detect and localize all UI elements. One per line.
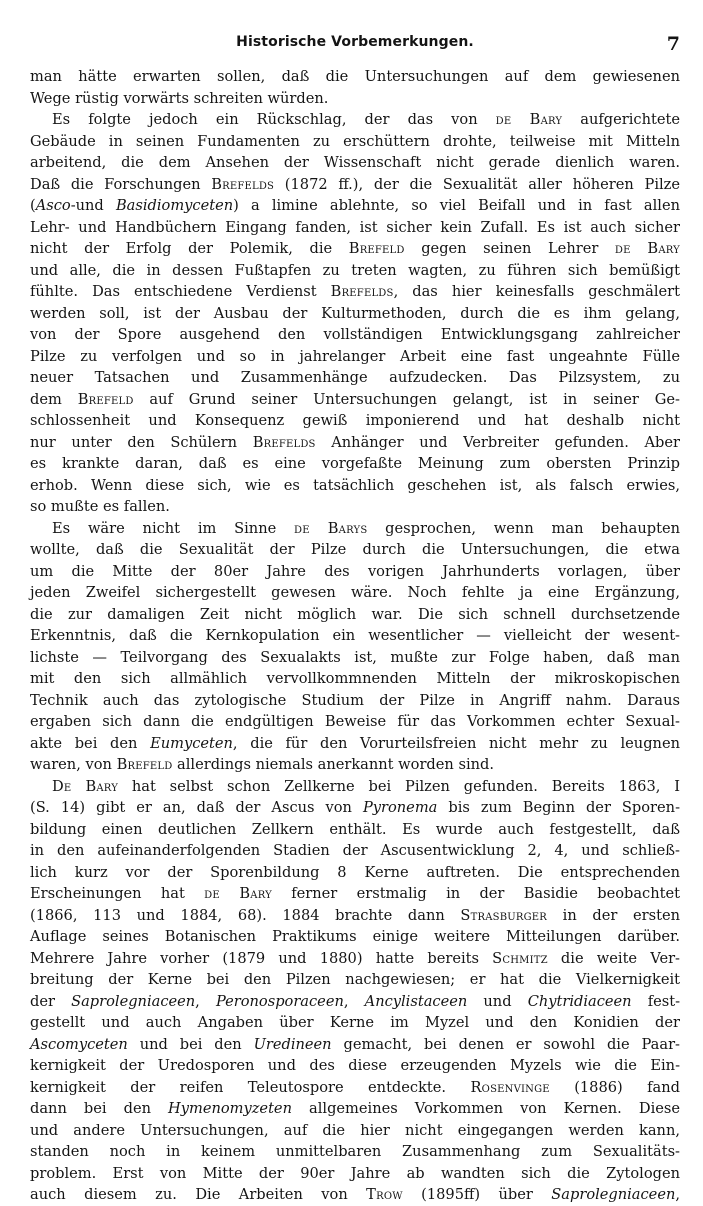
text-line [30,367,680,389]
text-run: der [30,992,72,1010]
author-name: Strasburger [460,906,548,924]
text-run: ) a limine ablehnte, so viel Beifall und in fast allen [233,197,680,214]
text-line [30,797,680,819]
author-name: de Bary [204,885,272,902]
text-run: hat selbst schon Zellkerne bei Pilzen gefunden. Bereits 1863, I [118,777,680,795]
text-run: dann bei den [30,1100,169,1117]
text-run: wollte, daß die Sexualität der Pilze durch die Untersuchungen, die etwa [30,541,680,558]
text-run: es krankte daran, daß es eine vorgefaßte Meinung zum obersten Prinzip [30,455,680,472]
text-line [30,1120,680,1142]
text-run: bis zum Beginn der Sporen- [437,799,680,816]
text-run: fest- [631,992,681,1010]
text-line [30,1077,680,1099]
text-run: Erscheinungen hat [30,885,205,902]
text-line [30,238,680,260]
author-name: Brefelds [211,175,275,193]
author-name: Brefeld [116,756,173,773]
text-run: fühlte. Das entschiedene Verdienst [30,283,331,300]
text-line [30,1055,680,1077]
text-run: ergaben sich dann die endgültigen Beweise für das Vorkommen echter Sexual- [30,713,680,730]
text-run: schlossenheit und Konsequenz gewiß imponierend und hat deshalb nicht [30,412,680,429]
italic-term: Asco [35,197,71,214]
author-name: De Bary [52,777,119,795]
italic-term: Chytridiaceen [527,992,632,1010]
text-line [30,217,680,239]
text-run: erhob. Wenn diese sich, wie es tatsächlich geschehen ist, als falsch erwies, [30,476,680,494]
text-line [30,432,680,454]
italic-term: Pyronema [362,799,438,816]
text-run: Erkenntnis, daß die Kernkopulation ein wesentlicher — vielleicht der wesent- [30,627,680,644]
text-run: die weite Ver- [547,949,680,967]
text-line [30,733,680,755]
text-line [30,991,680,1013]
text-line [30,1184,680,1206]
text-line [30,883,680,905]
text-line [30,453,680,475]
text-run: aufgerichtete [562,111,680,128]
text-line [30,174,680,196]
text-run: bildung einen deutlichen Zellkern enthält. Es wurde auch festgestellt, daß [30,820,680,838]
text-run: Daß die Forschungen [30,175,212,193]
italic-term: Hymenomyzeten [168,1100,292,1117]
text-run: Es folgte jedoch ein Rückschlag, der das von [52,111,496,128]
text-line [30,281,680,303]
text-run: um die Mitte der 80er Jahre des vorigen Jahrhunderts vorlagen, über [30,562,680,580]
text-line [30,475,680,497]
paragraph [30,776,680,1206]
text-line [30,840,680,862]
text-run: Technik auch das zytologische Studium der Pilze in Angriff nahm. Daraus [30,691,680,709]
author-name: Brefelds [330,283,394,300]
text-run: Anhänger und Verbreiter gefunden. Aber [315,433,680,451]
text-run: nur unter den Schülern [30,433,253,451]
text-run: , [343,992,365,1010]
author-name: Schmitz [492,949,548,967]
author-name: de Barys [294,519,368,537]
text-run: standen noch in keinem unmittelbaren Zusammenhang zum Sexualitäts- [30,1143,680,1160]
text-run: gestellt und auch Angaben über Kerne im Myzel und den Konidien der [30,1014,680,1031]
text-run: waren, von [30,756,117,773]
text-line [30,926,680,948]
text-line [30,66,680,88]
page-number: 7 [666,33,680,55]
text-run: und alle, die in dessen Fußtapfen zu treten wagten, zu führen sich bemüßigt [30,261,680,279]
text-run: , die für den Vorurteilsfreien nicht mehr zu leugnen [232,734,680,752]
text-run: kernigkeit der Uredosporen und des diese erzeugenden Myzels wie die Ein- [30,1057,680,1074]
text-run: (1886) fand [549,1078,680,1096]
text-run: (1895ff) über [402,1186,552,1203]
text-line [30,518,680,540]
text-line [30,152,680,174]
text-run: gegen seinen Lehrer [404,240,615,257]
italic-term: Peronosporaceen [215,992,344,1010]
text-line [30,1141,680,1163]
italic-term: Ascomyceten [30,1035,128,1053]
text-run: Pilze zu verfolgen und so in jahrelanger Arbeit eine fast ungeahnte Fülle [30,347,680,365]
text-line [30,668,680,690]
text-line [30,582,680,604]
text-run: in der ersten [547,906,680,924]
text-run: allerdings niemals anerkannt worden sind. [172,756,494,773]
text-run: Gebäude in seinen Fundamenten zu erschüttern drohte, teilweise mit Mitteln [30,132,680,150]
text-run: Auflage seines Botanischen Praktikums einige weitere Mitteilungen darüber. [30,928,680,945]
text-run: die zur damaligen Zeit nicht möglich war. Die sich schnell durchsetzende [30,605,680,623]
running-title: Historische Vorbemerkungen. [236,34,474,50]
text-run: , [675,1186,680,1203]
text-line [30,539,680,561]
text-run: nicht der Erfolg der Polemik, die [30,240,349,257]
text-line [30,754,680,776]
text-run: akte bei den [30,734,151,752]
author-name: de Bary [495,111,563,128]
author-name: Brefelds [252,433,316,451]
text-run: und andere Untersuchungen, auf die hier nicht eingegangen werden kann, [30,1121,680,1139]
text-run: auf Grund seiner Untersuchungen gelangt, ist in seiner Ge- [133,390,680,408]
text-run: kernigkeit der reifen Teleutospore entdeckte. [30,1078,471,1096]
text-run: , das hier keinesfalls geschmälert [393,283,680,300]
text-run: -und [70,197,116,214]
text-run: allgemeines Vorkommen von Kernen. Diese [291,1100,681,1117]
text-run: gesprochen, wenn man behaupten [367,519,680,537]
text-run: (S. 14) gibt er an, daß der Ascus von [30,799,363,816]
text-run: (1866, 113 und 1884, 68). 1884 brachte dann [30,906,461,924]
text-line [30,1163,680,1185]
text-line [30,389,680,411]
paragraph [30,109,680,518]
text-run: gemacht, bei denen er sowohl die Paar- [331,1035,680,1053]
paragraph [30,518,680,776]
text-run: lichste — Teilvorgang des Sexualakts ist, mußte zur Folge haben, daß man [30,648,680,666]
text-run: breitung der Kerne bei den Pilzen nachgewiesen; er hat die Vielkernigkeit [30,971,680,988]
text-line [30,410,680,432]
text-line [30,711,680,733]
text-run: man hätte erwarten sollen, daß die Untersuchungen auf dem gewiesenen [30,68,680,85]
text-line [30,647,680,669]
text-run: Mehrere Jahre vorher (1879 und 1880) hatte bereits [30,949,493,967]
text-run: arbeitend, die dem Ansehen der Wissenschaft nicht gerade dienlich waren. [30,154,680,171]
author-name: de Bary [614,240,680,257]
text-line [30,1012,680,1034]
text-line [30,1034,680,1056]
body-text [30,66,680,1206]
text-line [30,496,680,518]
text-run: neuer Tatsachen und Zusammenhänge aufzudecken. Das Pilzsystem, zu [30,369,680,386]
text-run: auch diesem zu. Die Arbeiten von [30,1186,367,1203]
text-line [30,109,680,131]
text-line [30,303,680,325]
text-run: lich kurz vor der Sporenbildung 8 Kerne auftreten. Die entsprechenden [30,863,680,881]
text-line [30,969,680,991]
text-run: in den aufeinanderfolgenden Stadien der Ascusentwicklung 2, 4, und schließ- [30,842,680,859]
text-run: , [195,992,216,1010]
text-line [30,819,680,841]
text-run: problem. Erst von Mitte der 90er Jahre ab wandten sich die Zytologen [30,1164,680,1182]
italic-term: Ancylistaceen [364,992,468,1010]
text-run: ferner erstmalig in der Basidie beobachtet [271,885,680,902]
italic-term: Uredineen [253,1035,332,1053]
text-run: und [467,992,528,1010]
author-name: Rosenvinge [470,1078,550,1096]
text-line [30,260,680,282]
text-line [30,131,680,153]
text-line [30,324,680,346]
paragraph [30,66,680,109]
text-run: ( [30,197,36,214]
text-line [30,604,680,626]
text-run: von der Spore ausgehend den vollständigen Entwicklungsgang zahlreicher [30,326,680,343]
text-line [30,625,680,647]
text-run: und bei den [127,1035,254,1053]
text-run: Wege rüstig vorwärts schreiten würden. [30,89,329,107]
text-line [30,862,680,884]
text-run: mit den sich allmählich vervollkommnenden Mitteln der mikroskopischen [30,670,680,687]
text-run: so mußte es fallen. [30,498,170,515]
text-line [30,1098,680,1120]
text-run: werden soll, ist der Ausbau der Kulturmethoden, durch die es ihm gelang, [30,304,680,322]
page-header [30,34,680,58]
text-run: jeden Zweifel sichergestellt gewesen wäre. Noch fehlte ja eine Ergänzung, [30,584,680,601]
text-run: Es wäre nicht im Sinne [52,519,295,537]
text-line [30,948,680,970]
text-line [30,690,680,712]
text-run: (1872 ff.), der die Sexualität aller höheren Pilze [274,175,680,193]
italic-term: Eumyceten [150,734,233,752]
text-line [30,905,680,927]
text-line [30,88,680,110]
italic-term: Basidiomyceten [115,197,234,214]
text-line [30,561,680,583]
text-run: dem [30,390,78,408]
text-line [30,776,680,798]
author-name: Trow [366,1186,403,1203]
text-line [30,195,680,217]
text-run: Lehr- und Handbüchern Eingang fanden, ist sicher kein Zufall. Es ist auch sicher [30,218,680,236]
author-name: Brefeld [348,240,405,257]
text-line [30,346,680,368]
italic-term: Saprolegniaceen [551,1186,676,1203]
italic-term: Saprolegniaceen [71,992,196,1010]
author-name: Brefeld [77,390,134,408]
